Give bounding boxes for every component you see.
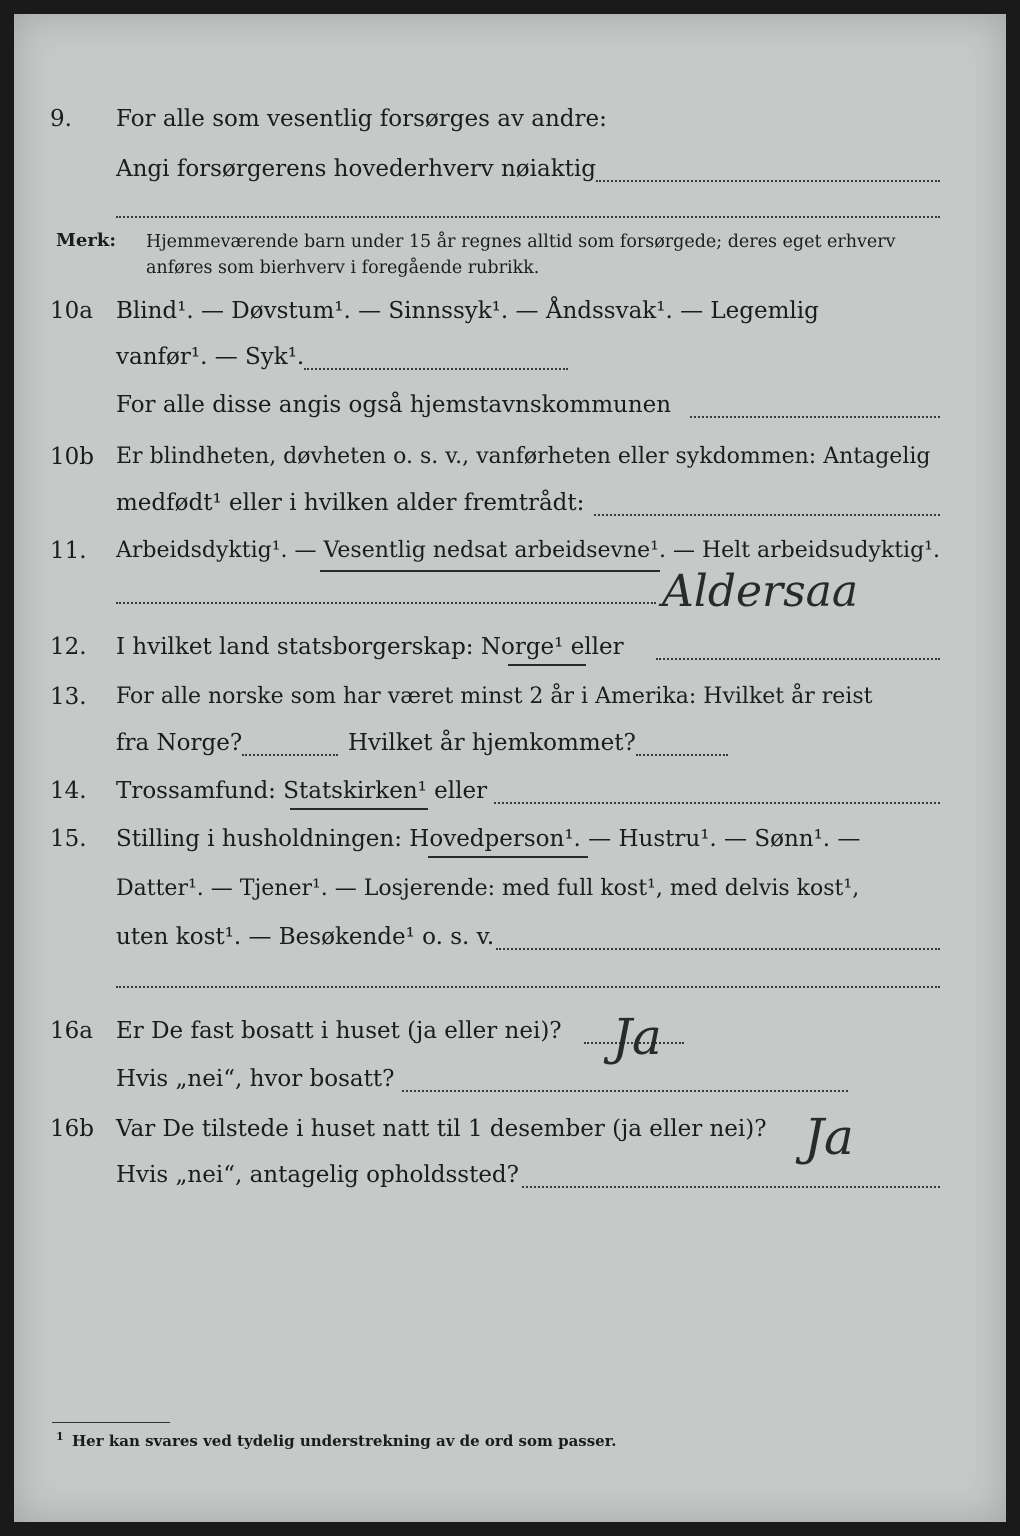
question-number: 16b [50, 1116, 94, 1142]
note-text: anføres som bierhverv i foregående rubrikk. [146, 258, 540, 278]
question-number: 14. [50, 778, 87, 804]
question-text: Datter¹. — Tjener¹. — Losjerende: med full kost¹, med delvis kost¹, [116, 876, 860, 901]
question-number: 10b [50, 444, 94, 470]
answer-line [594, 514, 940, 516]
question-text: Angi forsørgerens hovederhverv nøiaktig [116, 156, 596, 182]
handwritten-answer: Aldersaa [662, 566, 859, 617]
answer-line [116, 602, 656, 604]
question-text: Hvis „nei“, antagelig opholdssted? [116, 1162, 519, 1188]
answer-line [304, 368, 568, 370]
note-label: Merk: [56, 230, 116, 251]
answer-line [242, 754, 338, 756]
question-text: Hvilket år hjemkommet? [348, 730, 636, 756]
question-text: uten kost¹. — Besøkende¹ o. s. v. [116, 924, 495, 950]
footnote-text: Her kan svares ved tydelig understrekning av de ord som passer. [72, 1432, 617, 1450]
question-text: Er blindheten, døvheten o. s. v., vanførheten eller sykdommen: Antagelig [116, 444, 931, 469]
question-number: 16a [50, 1018, 93, 1044]
footnote-mark: 1 [56, 1430, 64, 1443]
question-text: I hvilket land statsborgerskap: Norge¹ eller [116, 634, 624, 660]
question-text: medfødt¹ eller i hvilken alder fremtrådt: [116, 490, 585, 516]
answer-line [496, 948, 940, 950]
answer-line [636, 754, 728, 756]
question-text: fra Norge? [116, 730, 243, 756]
handwritten-answer: Ja [612, 1008, 662, 1066]
question-number: 9. [50, 106, 72, 132]
underline-mark [320, 570, 660, 572]
question-number: 15. [50, 826, 87, 852]
question-text: Blind¹. — Døvstum¹. — Sinnssyk¹. — Åndssvak¹. — Legemlig [116, 298, 819, 324]
question-text: For alle norske som har været minst 2 år i Amerika: Hvilket år reist [116, 684, 873, 709]
question-text: Er De fast bosatt i huset (ja eller nei)? [116, 1018, 562, 1044]
answer-line [116, 986, 940, 988]
question-text: Var De tilstede i huset natt til 1 desember (ja eller nei)? [116, 1116, 767, 1142]
answer-line [596, 180, 940, 182]
answer-line [116, 216, 940, 218]
underline-mark [428, 856, 588, 858]
question-number: 12. [50, 634, 87, 660]
question-text: vanfør¹. — Syk¹. [116, 344, 305, 370]
answer-line [690, 416, 940, 418]
answer-line [656, 658, 940, 660]
question-number: 10a [50, 298, 93, 324]
question-text: For alle som vesentlig forsørges av andre: [116, 106, 607, 132]
footnote-divider [52, 1422, 170, 1423]
answer-line [402, 1090, 848, 1092]
question-number: 13. [50, 684, 87, 710]
answer-line [522, 1186, 940, 1188]
note-text: Hjemmeværende barn under 15 år regnes alltid som forsørgede; deres eget erhverv [146, 232, 896, 252]
underline-mark [508, 664, 586, 666]
question-text: Arbeidsdyktig¹. — Vesentlig nedsat arbeidsevne¹. — Helt arbeidsudyktig¹. [116, 538, 940, 563]
handwritten-answer: Ja [804, 1108, 854, 1166]
question-text: Stilling i husholdningen: Hovedperson¹. — Hustru¹. — Sønn¹. — [116, 826, 861, 852]
census-form-page [14, 14, 1006, 1522]
question-number: 11. [50, 538, 87, 564]
question-text: For alle disse angis også hjemstavnskommunen [116, 392, 672, 418]
question-text: Trossamfund: Statskirken¹ eller [116, 778, 488, 804]
answer-line [494, 802, 940, 804]
question-text: Hvis „nei“, hvor bosatt? [116, 1066, 395, 1092]
underline-mark [290, 808, 428, 810]
